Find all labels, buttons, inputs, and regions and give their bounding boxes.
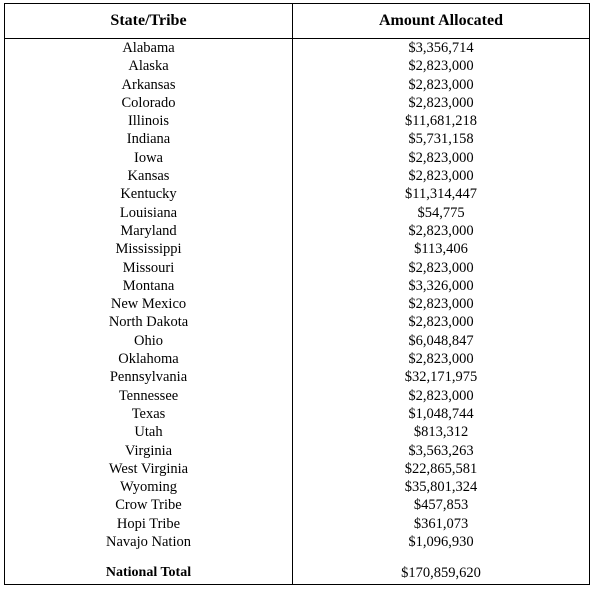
table-row: [5, 332, 589, 350]
amount-cell: $2,823,000: [408, 76, 474, 93]
amount-cell: $1,048,744: [408, 405, 474, 422]
amount-cell: $813,312: [413, 424, 469, 441]
amount-cell: $32,171,975: [404, 369, 478, 386]
state-cell: Utah: [134, 424, 163, 441]
amount-cell: $2,823,000: [408, 296, 474, 313]
state-cell: Oklahoma: [118, 351, 179, 368]
amount-cell: $11,681,218: [405, 113, 477, 130]
state-cell: Virginia: [124, 442, 173, 459]
total-amount: $170,859,620: [401, 565, 481, 581]
table-row: [5, 222, 589, 240]
state-cell: Arkansas: [121, 76, 176, 93]
amount-cell: $35,801,324: [404, 479, 478, 496]
state-cell: Kentucky: [120, 186, 177, 203]
table-row: [5, 295, 589, 313]
amount-cell: $2,823,000: [408, 259, 474, 276]
state-cell: Colorado: [121, 94, 176, 111]
state-cell: Alabama: [122, 40, 175, 56]
state-cell: Maryland: [120, 222, 177, 239]
amount-cell: $2,823,000: [408, 94, 474, 111]
table-row: [5, 149, 589, 167]
table-row: [5, 405, 589, 423]
amount-cell: $5,731,158: [408, 131, 474, 148]
amount-cell: $3,326,000: [408, 277, 474, 294]
table-row: [5, 277, 589, 295]
state-cell: Mississippi: [115, 241, 182, 258]
total-label: National Total: [105, 565, 192, 580]
amount-cell: $2,823,000: [408, 314, 474, 331]
state-cell: Tennessee: [118, 387, 179, 404]
state-cell: New Mexico: [110, 296, 187, 313]
table-row: [5, 167, 589, 185]
amount-cell: $6,048,847: [408, 332, 474, 349]
state-cell: Montana: [122, 277, 175, 294]
amount-cell: $2,823,000: [408, 168, 474, 185]
table-total-row: [5, 564, 589, 582]
state-cell: North Dakota: [108, 314, 189, 331]
state-cell: Louisiana: [119, 204, 178, 221]
table-row: [5, 460, 589, 478]
amount-cell: $54,775: [417, 204, 465, 221]
state-cell: Navajo Nation: [106, 534, 191, 551]
amount-cell: $2,823,000: [408, 149, 474, 166]
amount-cell: $22,865,581: [404, 460, 478, 477]
amount-cell: $2,823,000: [408, 222, 474, 239]
table-row: [5, 76, 589, 94]
table-row: [5, 533, 589, 551]
state-cell: West Virginia: [108, 460, 189, 477]
table-row: [5, 39, 589, 57]
state-cell: Hopi Tribe: [116, 515, 181, 532]
table-row: [5, 185, 589, 203]
amount-cell: $2,823,000: [408, 58, 474, 75]
table-row: [5, 387, 589, 405]
table-row: [5, 496, 589, 514]
table-body: [5, 39, 589, 551]
header-amount-allocated: Amount Allocated: [379, 12, 503, 29]
amount-cell: $113,406: [414, 241, 468, 258]
state-cell: Texas: [131, 405, 166, 422]
table-row: [5, 442, 589, 460]
state-cell: Pennsylvania: [109, 369, 188, 386]
state-cell: Indiana: [126, 131, 171, 148]
state-cell: Illinois: [127, 113, 170, 130]
amount-cell: $361,073: [413, 515, 469, 532]
table-row: [5, 515, 589, 533]
amount-cell: $3,563,263: [408, 442, 474, 459]
table-row: [5, 112, 589, 130]
state-cell: Iowa: [134, 149, 163, 166]
header-state-tribe: State/Tribe: [110, 12, 187, 29]
table-row: [5, 130, 589, 148]
table-header: [5, 4, 589, 39]
state-cell: Ohio: [134, 332, 163, 349]
table-row: [5, 313, 589, 331]
amount-cell: $2,823,000: [408, 387, 474, 404]
amount-cell: $11,314,447: [405, 186, 477, 203]
table-row: [5, 478, 589, 496]
amount-cell: $3,356,714: [408, 40, 474, 56]
table-row: [5, 259, 589, 277]
state-cell: Crow Tribe: [115, 497, 182, 514]
allocation-table: [4, 3, 590, 585]
state-cell: Wyoming: [119, 479, 178, 496]
table-row: [5, 94, 589, 112]
table-row: [5, 368, 589, 386]
state-cell: Missouri: [122, 259, 175, 276]
table-row: [5, 204, 589, 222]
table-row: [5, 57, 589, 75]
amount-cell: $2,823,000: [408, 351, 474, 368]
table-row: [5, 240, 589, 258]
table-row: [5, 423, 589, 441]
state-cell: Alaska: [128, 58, 169, 75]
amount-cell: $457,853: [413, 497, 469, 514]
amount-cell: $1,096,930: [408, 534, 474, 551]
state-cell: Kansas: [127, 168, 170, 185]
table-row: [5, 350, 589, 368]
